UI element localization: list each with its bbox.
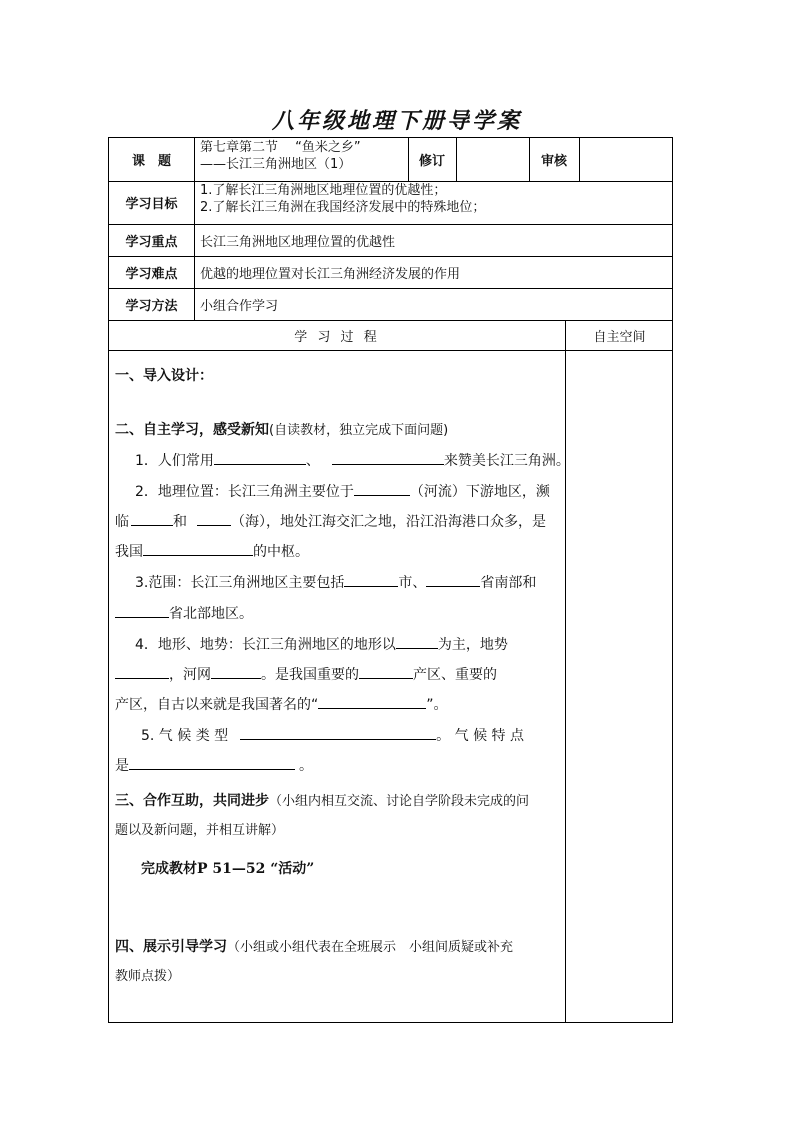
section-cooperation-line-2: 题以及新问题，并相互讲解） xyxy=(115,823,285,838)
answer-blank[interactable] xyxy=(240,725,436,740)
activity-task: 完成教材P 51—52 “活动” xyxy=(141,861,315,877)
answer-blank[interactable] xyxy=(115,603,169,618)
question-4-line-2: ，河网 。是我国重要的 产区、重要的 xyxy=(115,664,559,684)
question-2-line-2: 临 和 （海），地处江海交汇之地，沿江沿海港口众多，是 xyxy=(115,511,559,531)
difficulty-value: 优越的地理位置对长江三角洲经济发展的作用 xyxy=(200,266,461,282)
review-value xyxy=(579,138,674,181)
method-row xyxy=(109,288,672,321)
answer-blank[interactable] xyxy=(426,572,480,587)
section-cooperation-line-1: 三、合作互助，共同进步（小组内相互交流、讨论自学阶段未完成的问 xyxy=(115,793,530,809)
topic-value xyxy=(194,138,408,181)
question-2-line-3: 我国 的中枢。 xyxy=(115,541,559,561)
method-value: 小组合作学习 xyxy=(200,298,279,314)
question-5-line-2: 是 。 xyxy=(115,755,559,775)
section-display-line-1: 四、展示引导学习（小组或小组代表在全班展示 小组间质疑或补充 xyxy=(115,939,514,955)
page-title: 八年级地理下册导学案 xyxy=(271,108,522,134)
process-column-header: 学 习 过 程 xyxy=(294,329,380,345)
goal-item: 1.了解长江三角洲地区地理位置的优越性； xyxy=(200,183,447,198)
focus-row xyxy=(109,224,672,257)
section-cooperation-title: 三、合作互助，共同进步 xyxy=(115,793,269,809)
focus-label: 学习重点 xyxy=(125,234,178,250)
answer-blank[interactable] xyxy=(197,511,231,526)
answer-blank[interactable] xyxy=(131,511,173,526)
question-2-line-1: 2．地理位置：长江三角洲主要位于 （河流）下游地区，濒 xyxy=(135,481,579,501)
answer-blank[interactable] xyxy=(354,481,410,496)
answer-blank[interactable] xyxy=(143,541,253,556)
topic-line-1: 第七章第二节 “鱼米之乡” xyxy=(200,140,361,155)
revise-label: 修订 xyxy=(418,154,445,169)
question-3-line-2: 省北部地区。 xyxy=(115,603,559,623)
answer-blank[interactable] xyxy=(344,572,398,587)
answer-blank[interactable] xyxy=(115,664,169,679)
goal-value xyxy=(194,181,674,224)
topic-label: 课 题 xyxy=(131,154,171,169)
goal-row xyxy=(109,181,672,225)
question-5-line-1: 5. 气 候 类 型 。 气 候 特 点 xyxy=(141,725,585,745)
topic-line-2: ——长江三角洲地区（1） xyxy=(200,157,352,172)
difficulty-row xyxy=(109,256,672,289)
answer-blank[interactable] xyxy=(211,664,261,679)
answer-blank[interactable] xyxy=(129,755,295,770)
section-self-study-note: (自读教材，独立完成下面问题) xyxy=(269,423,449,438)
section-self-study-title: 二、自主学习，感受新知 xyxy=(115,422,269,438)
space-column-header: 自主空间 xyxy=(593,329,646,345)
study-guide-table xyxy=(108,137,673,1023)
answer-blank[interactable] xyxy=(332,450,444,465)
column-header-row xyxy=(109,320,672,351)
section-self-study xyxy=(115,419,559,439)
difficulty-label: 学习难点 xyxy=(125,266,178,282)
question-1: 1．人们常用 、 来赞美长江三角洲。 xyxy=(135,450,579,470)
answer-blank[interactable] xyxy=(396,634,438,649)
section-display-title: 四、展示引导学习 xyxy=(115,939,227,955)
section-display-line-2: 教师点拨） xyxy=(115,969,181,984)
process-content xyxy=(109,350,570,1022)
header-row xyxy=(109,138,672,182)
question-3-line-1: 3.范围：长江三角洲地区主要包括 市、 省南部和 xyxy=(135,572,579,592)
answer-blank[interactable] xyxy=(318,694,426,709)
answer-blank[interactable] xyxy=(359,664,413,679)
revise-value xyxy=(456,138,529,181)
goal-item: 2.了解长江三角洲在我国经济发展中的特殊地位； xyxy=(200,200,486,215)
question-4-line-1: 4．地形、地势：长江三角洲地区的地形以 为主，地势 xyxy=(135,634,579,654)
section-intro: 一、导入设计： xyxy=(115,368,213,384)
answer-blank[interactable] xyxy=(214,450,306,465)
goal-label: 学习目标 xyxy=(125,197,178,212)
review-label: 审核 xyxy=(540,154,567,169)
method-label: 学习方法 xyxy=(125,298,178,314)
question-4-line-3: 产区，自古以来就是我国著名的“ ”。 xyxy=(115,694,559,714)
focus-value: 长江三角洲地区地理位置的优越性 xyxy=(200,234,396,250)
